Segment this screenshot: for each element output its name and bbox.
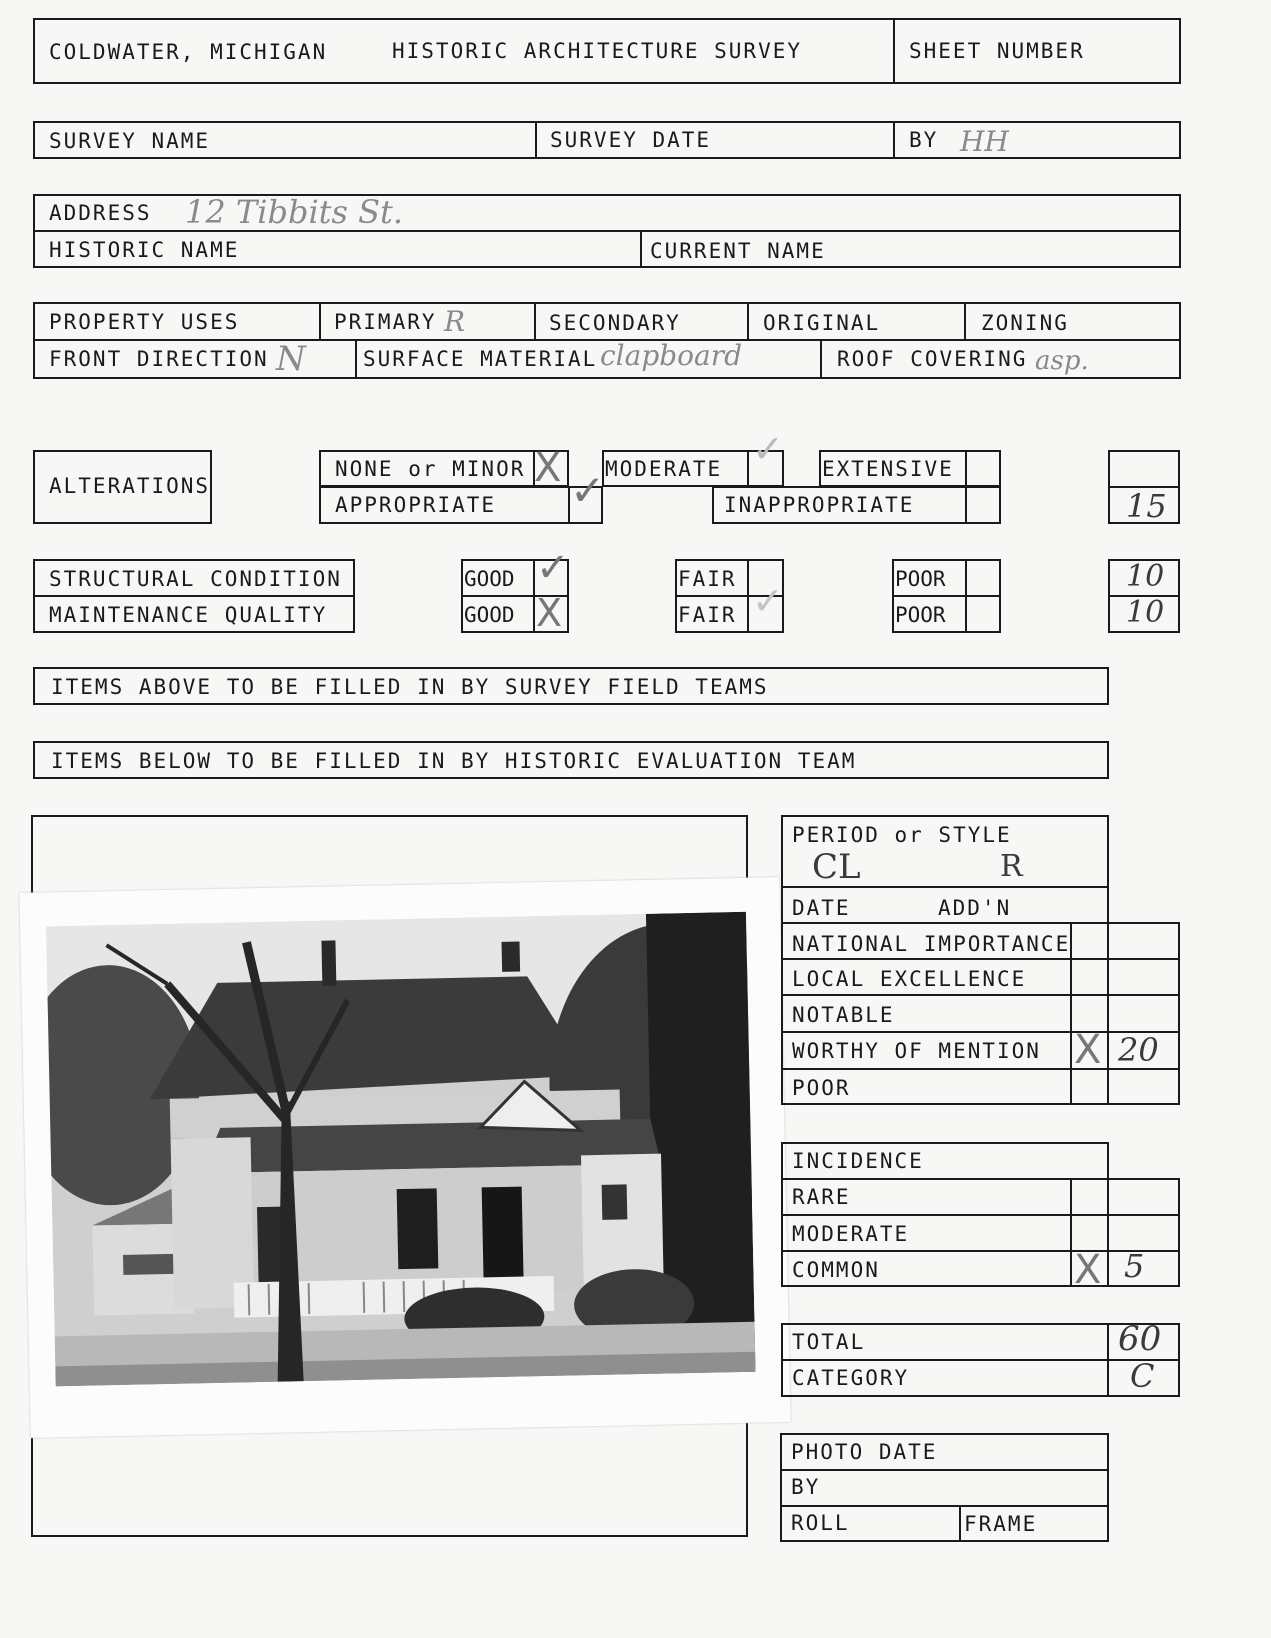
period-style-value-1: CL	[812, 847, 861, 887]
inappropriate-divider	[965, 486, 967, 524]
incidence-moderate-label: MODERATE	[792, 1222, 910, 1246]
common-score: 5	[1124, 1247, 1145, 1285]
roof-covering-value: asp.	[1035, 346, 1089, 376]
totals-score-divider	[1107, 1323, 1109, 1397]
category-value: C	[1130, 1357, 1155, 1395]
common-label: COMMON	[792, 1258, 880, 1282]
address-label: ADDRESS	[49, 201, 152, 225]
maintenance-score: 10	[1126, 595, 1165, 630]
notable-label: NOTABLE	[792, 1003, 895, 1027]
front-direction-value: N	[276, 339, 306, 379]
property-col-4	[964, 302, 966, 339]
name-divider	[640, 230, 642, 268]
moderate-mark: ✓	[752, 427, 784, 471]
extensive-label: EXTENSIVE	[822, 457, 954, 481]
header-divider	[893, 18, 895, 84]
eval-row-3	[781, 958, 1180, 960]
appropriate-mark: ✓	[570, 466, 606, 515]
none-minor-mark: X	[534, 445, 562, 491]
eval-row-4	[781, 994, 1180, 996]
survey-date-label: SURVEY DATE	[550, 128, 712, 152]
survey-divider-2	[893, 121, 895, 159]
period-style-label: PERIOD or STYLE	[792, 823, 1012, 847]
surface-material-value: clapboard	[600, 339, 743, 372]
inc-row-3	[781, 1250, 1180, 1252]
roof-covering-label: ROOF COVERING	[837, 347, 1028, 371]
photo-info-row-1	[780, 1469, 1109, 1471]
moderate-label: MODERATE	[605, 457, 723, 481]
date-label: DATE	[792, 896, 851, 920]
inc-row-2	[781, 1214, 1180, 1216]
worthy-of-mention-label: WORTHY OF MENTION	[792, 1039, 1041, 1063]
poor-evaluation-label: POOR	[792, 1076, 851, 1100]
photo-info-col	[959, 1505, 961, 1542]
incidence-score-divider	[1107, 1178, 1109, 1287]
current-name-label: CURRENT NAME	[650, 239, 826, 263]
frame-label: FRAME	[964, 1512, 1038, 1536]
structural-score: 10	[1126, 559, 1165, 594]
structural-good-mark: ✓	[536, 545, 570, 591]
original-label: ORIGINAL	[763, 311, 881, 335]
good-divider-v	[533, 559, 535, 633]
survey-name-label: SURVEY NAME	[49, 129, 211, 153]
poor-divider-v	[965, 559, 967, 633]
sheet-number-label: SHEET NUMBER	[909, 39, 1085, 63]
secondary-label: SECONDARY	[549, 311, 681, 335]
incidence-label: INCIDENCE	[792, 1149, 924, 1173]
alterations-label: ALTERATIONS	[49, 474, 211, 498]
surface-material-label: SURFACE MATERIAL	[363, 347, 598, 371]
none-minor-label: NONE or MINOR	[335, 457, 526, 481]
maintenance-fair-label: FAIR	[678, 603, 737, 627]
evaluation-score-divider	[1107, 922, 1109, 1105]
fair-divider-v	[747, 559, 749, 633]
inc-row-1	[781, 1178, 1180, 1180]
period-style-value-2: R	[1000, 849, 1023, 884]
total-label: TOTAL	[792, 1330, 866, 1354]
primary-label: PRIMARY	[334, 310, 437, 334]
city-label: COLDWATER, MICHIGAN	[49, 40, 328, 64]
house-photo-image	[46, 912, 755, 1387]
address-value: 12 Tibbits St.	[185, 193, 404, 231]
property-col-2	[534, 302, 536, 339]
house-photograph	[19, 877, 790, 1438]
structural-fair-label: FAIR	[678, 567, 737, 591]
photo-info-row-2	[780, 1505, 1109, 1507]
poor-divider-h	[892, 595, 1001, 597]
maintenance-quality-label: MAINTENANCE QUALITY	[49, 603, 328, 627]
property-col-6	[820, 339, 822, 379]
structural-poor-label: POOR	[895, 567, 946, 591]
addn-label: ADD'N	[938, 896, 1012, 920]
rare-label: RARE	[792, 1185, 851, 1209]
appropriate-label: APPROPRIATE	[335, 493, 497, 517]
roll-label: ROLL	[791, 1511, 850, 1535]
inappropriate-label: INAPPROPRIATE	[724, 493, 915, 517]
property-col-1	[319, 302, 321, 339]
zoning-label: ZONING	[981, 311, 1069, 335]
structural-good-label: GOOD	[464, 567, 515, 591]
photo-by-label: BY	[791, 1475, 821, 1499]
worthy-mark: X	[1074, 1027, 1102, 1073]
note-below: ITEMS BELOW TO BE FILLED IN BY HISTORIC EVALUATION TEAM	[51, 749, 857, 773]
category-label: CATEGORY	[792, 1366, 910, 1390]
property-col-5	[355, 339, 357, 379]
extensive-divider	[965, 450, 967, 487]
total-value: 60	[1118, 1319, 1162, 1359]
survey-by-value: HH	[960, 125, 1009, 158]
local-excellence-label: LOCAL EXCELLENCE	[792, 967, 1027, 991]
evaluation-score-col	[1070, 922, 1180, 1105]
note-above: ITEMS ABOVE TO BE FILLED IN BY SURVEY FIELD TEAMS	[51, 675, 769, 699]
moderate-divider	[747, 450, 749, 487]
photo-date-label: PHOTO DATE	[791, 1440, 938, 1464]
survey-title: HISTORIC ARCHITECTURE SURVEY	[392, 39, 803, 63]
worthy-score: 20	[1118, 1031, 1159, 1069]
totals-divider	[781, 1359, 1180, 1361]
structural-condition-label: STRUCTURAL CONDITION	[49, 567, 342, 591]
property-uses-label: PROPERTY USES	[49, 310, 240, 334]
maintenance-poor-label: POOR	[895, 603, 946, 627]
national-importance-label: NATIONAL IMPORTANCE	[792, 932, 1071, 956]
common-mark: X	[1074, 1247, 1102, 1293]
eval-row-2	[781, 922, 1180, 924]
condition-label-divider	[33, 595, 355, 597]
historic-name-label: HISTORIC NAME	[49, 238, 240, 262]
alterations-score: 15	[1126, 487, 1167, 525]
primary-value: R	[444, 305, 466, 338]
maintenance-fair-mark: ✓	[752, 579, 784, 623]
maintenance-good-label: GOOD	[464, 603, 515, 627]
survey-divider-1	[535, 121, 537, 159]
maintenance-good-mark: X	[536, 591, 563, 635]
survey-by-label: BY	[909, 128, 939, 152]
property-col-3	[747, 302, 749, 339]
front-direction-label: FRONT DIRECTION	[49, 347, 269, 371]
